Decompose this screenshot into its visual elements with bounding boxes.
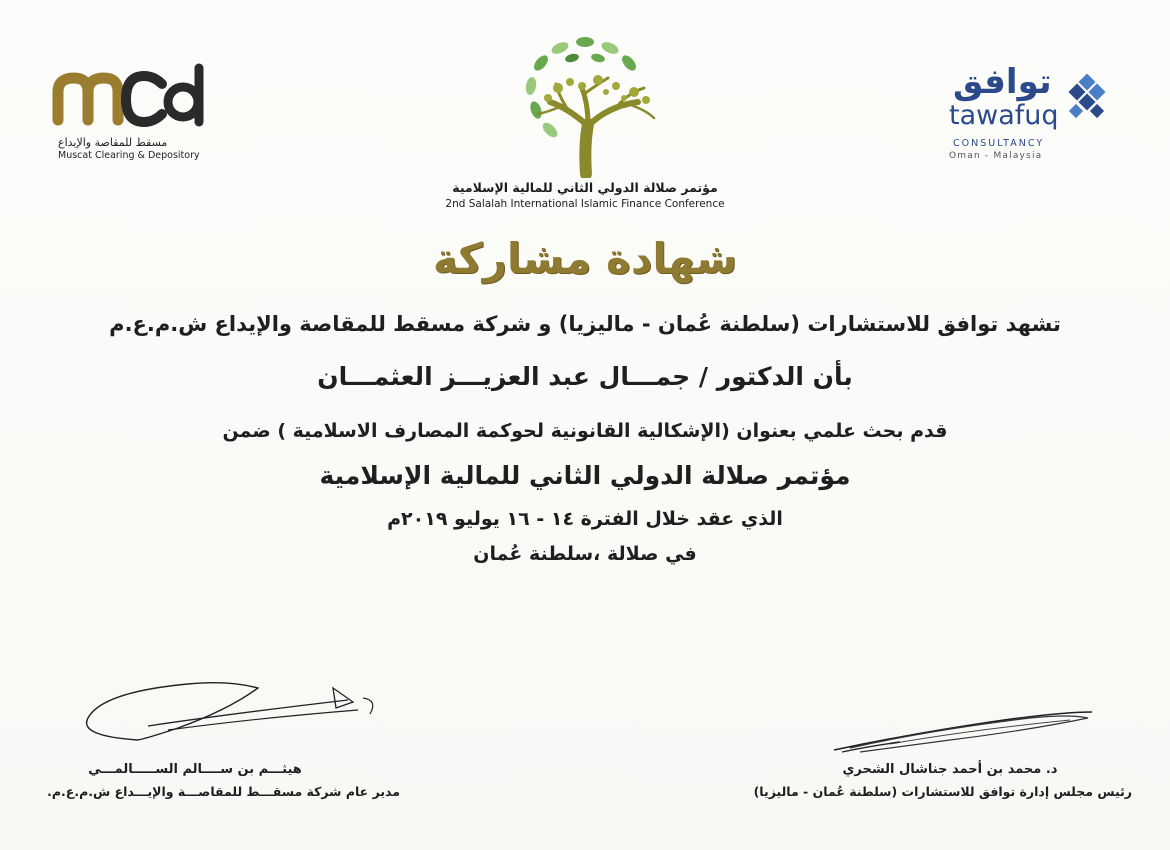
certificate-title: شهادة مشاركة <box>432 234 738 283</box>
tawafuq-consultancy-label: CONSULTANCY <box>953 138 1045 149</box>
right-signatory-name: د. محمد بن أحمد جناشال الشحري <box>842 762 1058 777</box>
right-signature-image <box>830 700 1100 760</box>
right-signature-block <box>753 700 1140 810</box>
tawafuq-region-label: Oman - Malaysia <box>949 151 1043 161</box>
mcd-logo <box>50 62 250 172</box>
mcd-logo-mark <box>50 62 210 132</box>
conference-logo <box>440 28 730 223</box>
recipient-name-line: بأن الدكتور / جمـــال عبد العزيـــز العثمـــان <box>317 362 853 391</box>
conference-english-name: 2nd Salalah International Islamic Finance Conference <box>445 198 725 210</box>
mcd-arabic-name: مسقط للمقاصة والإيداع <box>58 136 168 149</box>
mcd-english-name: Muscat Clearing & Depository <box>58 150 200 161</box>
research-title-line: قدم بحث علمي بعنوان (الإشكالية القانونية لحوكمة المصارف الاسلامية ) ضمن <box>222 420 948 442</box>
tawafuq-arabic-name: توافق <box>953 62 1052 102</box>
left-signatory-name: هيثـــم بن ســــالم الســـــالمـــي <box>88 762 302 777</box>
conference-name-line: مؤتمر صلالة الدولي الثاني للمالية الإسلامية <box>319 461 851 490</box>
left-signature-image <box>78 670 378 755</box>
conference-location-line: في صلالة ،سلطنة عُمان <box>473 543 697 565</box>
tawafuq-english-name: tawafuq <box>949 100 1059 131</box>
tree-icon <box>498 28 673 178</box>
diamond-cluster-icon <box>1063 74 1111 122</box>
conference-date-line: الذي عقد خلال الفترة ١٤ - ١٦ يوليو ٢٠١٩م <box>387 508 783 530</box>
conference-arabic-name: مؤتمر صلالة الدولي الثاني للمالية الإسلامية <box>452 180 718 195</box>
certificate-issuer-line: تشهد توافق للاستشارات (سلطنة عُمان - ماليزيا) و شركة مسقط للمقاصة والإيداع ش.م.ع.م <box>109 312 1061 336</box>
tawafuq-logo <box>935 60 1125 170</box>
right-signatory-role: رئيس مجلس إدارة توافق للاستشارات (سلطنة عُمان - ماليزيا) <box>753 784 1132 799</box>
left-signature-block <box>40 670 410 810</box>
left-signatory-role: مدير عام شركة مسقـــط للمقاصـــة والإيـــداع ش.م.ع.م. <box>47 784 400 799</box>
